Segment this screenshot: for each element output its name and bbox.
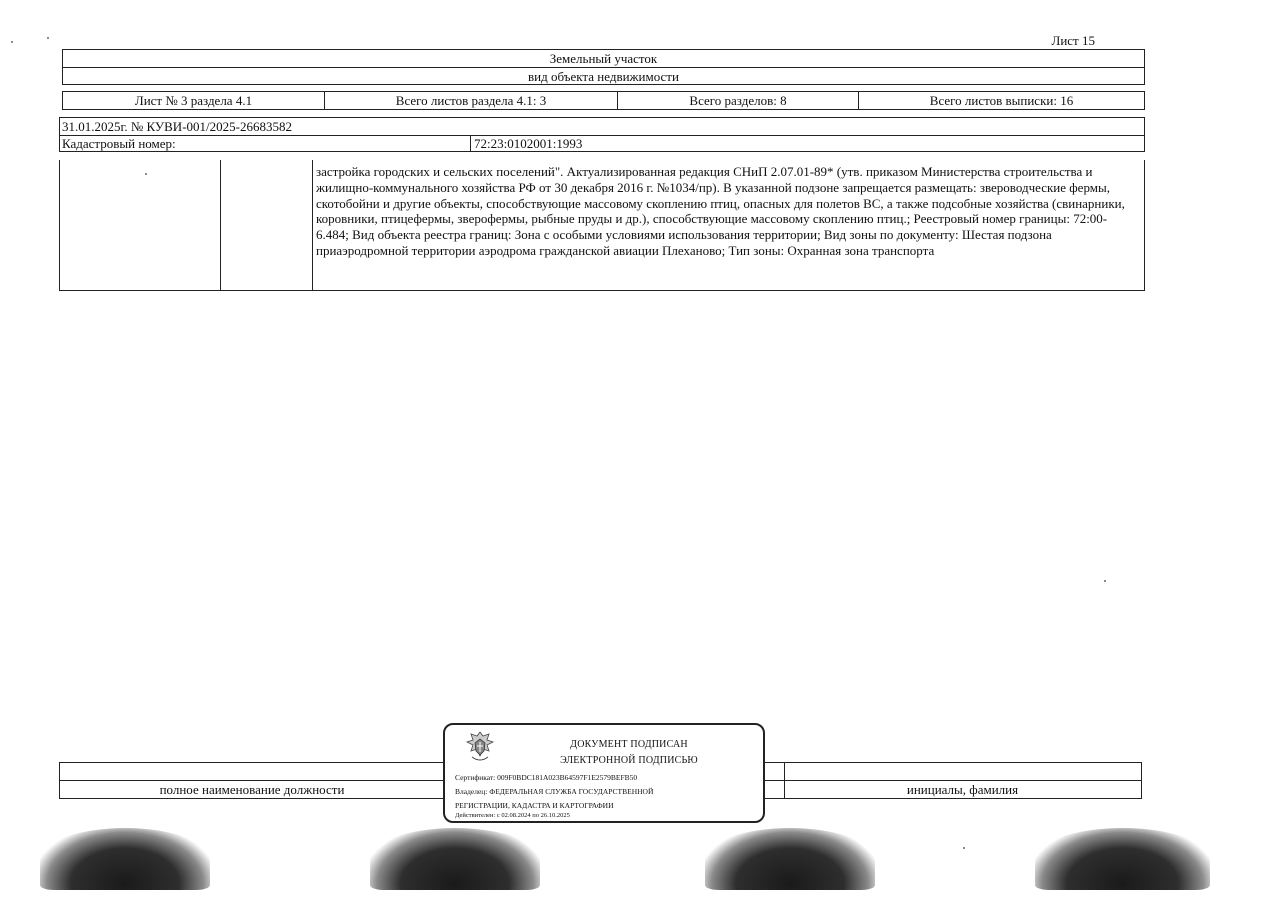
signature-line — [765, 780, 1142, 781]
signature-line — [59, 780, 445, 781]
scan-speck — [963, 847, 965, 849]
cadastral-number: 72:23:0102001:1993 — [474, 136, 583, 151]
column-divider — [312, 160, 313, 290]
scan-speck — [1104, 580, 1106, 582]
scan-speck — [47, 37, 49, 39]
scan-artifact — [1035, 828, 1210, 890]
scan-artifact — [705, 828, 875, 890]
meta-divider — [470, 135, 471, 151]
signature-line — [59, 762, 445, 763]
scan-artifact — [370, 828, 540, 890]
position-label: полное наименование должности — [159, 782, 345, 797]
sheet-info-row — [62, 91, 1145, 110]
coat-of-arms-icon — [463, 729, 497, 765]
signature-line — [765, 798, 1142, 799]
stamp-owner-continued: РЕГИСТРАЦИИ, КАДАСТРА И КАРТОГРАФИИ — [455, 801, 614, 810]
stamp-title: ДОКУМЕНТ ПОДПИСАН — [570, 739, 688, 750]
object-type-caption: вид объекта недвижимости — [528, 69, 679, 84]
total-extract-sheets: Всего листов выписки: 16 — [929, 93, 1074, 108]
stamp-validity: Действителен: с 02.08.2024 по 26.10.2025 — [455, 812, 570, 819]
signature-line — [59, 798, 445, 799]
stamp-owner: Владелец: ФЕДЕРАЛЬНАЯ СЛУЖБА ГОСУДАРСТВЕННОЙ — [455, 787, 654, 796]
sheet-number: Лист 15 — [1051, 33, 1095, 48]
scan-speck — [11, 41, 13, 43]
sheet-of-section: Лист № 3 раздела 4.1 — [63, 92, 325, 109]
total-section-sheets: Всего листов раздела 4.1: 3 — [325, 92, 618, 109]
total-sections: Всего разделов: 8 — [618, 92, 859, 109]
scan-artifact — [40, 828, 210, 890]
stamp-certificate: Сертификат: 009F0BDC181A023B64597F1E2579BEFB50 — [455, 773, 638, 782]
extract-date-number: 31.01.2025г. № КУВИ-001/2025-26683582 — [60, 118, 1144, 136]
cadastral-label: Кадастровый номер: — [62, 136, 176, 151]
signature-border — [1141, 762, 1142, 798]
zone-description-text: застройка городских и сельских поселений". Актуализированная редакция СНиП 2.07.01-89* (утв. приказом Министерства строительства и жилищно-коммунального хозяйства РФ от 30 декабря 2016 г. №1034/пр). В указанной подзоне запрещается размещать: звероводческие фермы, скотобойни и другие объекты, способствующие массовому скоплению птиц, опасных для полетов ВС, а также подсобные хозяйства (свинарники, коровники, птицефермы, зверофермы, рыбные пруды и др.), способствующие массовому скоплению птиц.; Реестровый номер границы: 72:00-6.484; Вид объекта реестра границ: Зона с особыми условиями использования территории; Вид зоны по документу: Шестая подзона приаэродромной территории аэродрома гражданской авиации Плеханово; Тип зоны: Охранная зона транспорта — [316, 164, 1125, 258]
zone-description-table — [59, 160, 1145, 291]
extract-meta — [59, 117, 1145, 152]
signature-line — [732, 762, 1142, 763]
electronic-signature-stamp — [443, 723, 765, 823]
object-type: Земельный участок — [63, 50, 1144, 68]
scan-speck — [145, 173, 147, 175]
name-label: инициалы, фамилия — [906, 782, 1019, 797]
column-divider — [220, 160, 221, 290]
stamp-subtitle: ЭЛЕКТРОННОЙ ПОДПИСЬЮ — [560, 755, 698, 766]
object-type-header — [62, 49, 1145, 85]
